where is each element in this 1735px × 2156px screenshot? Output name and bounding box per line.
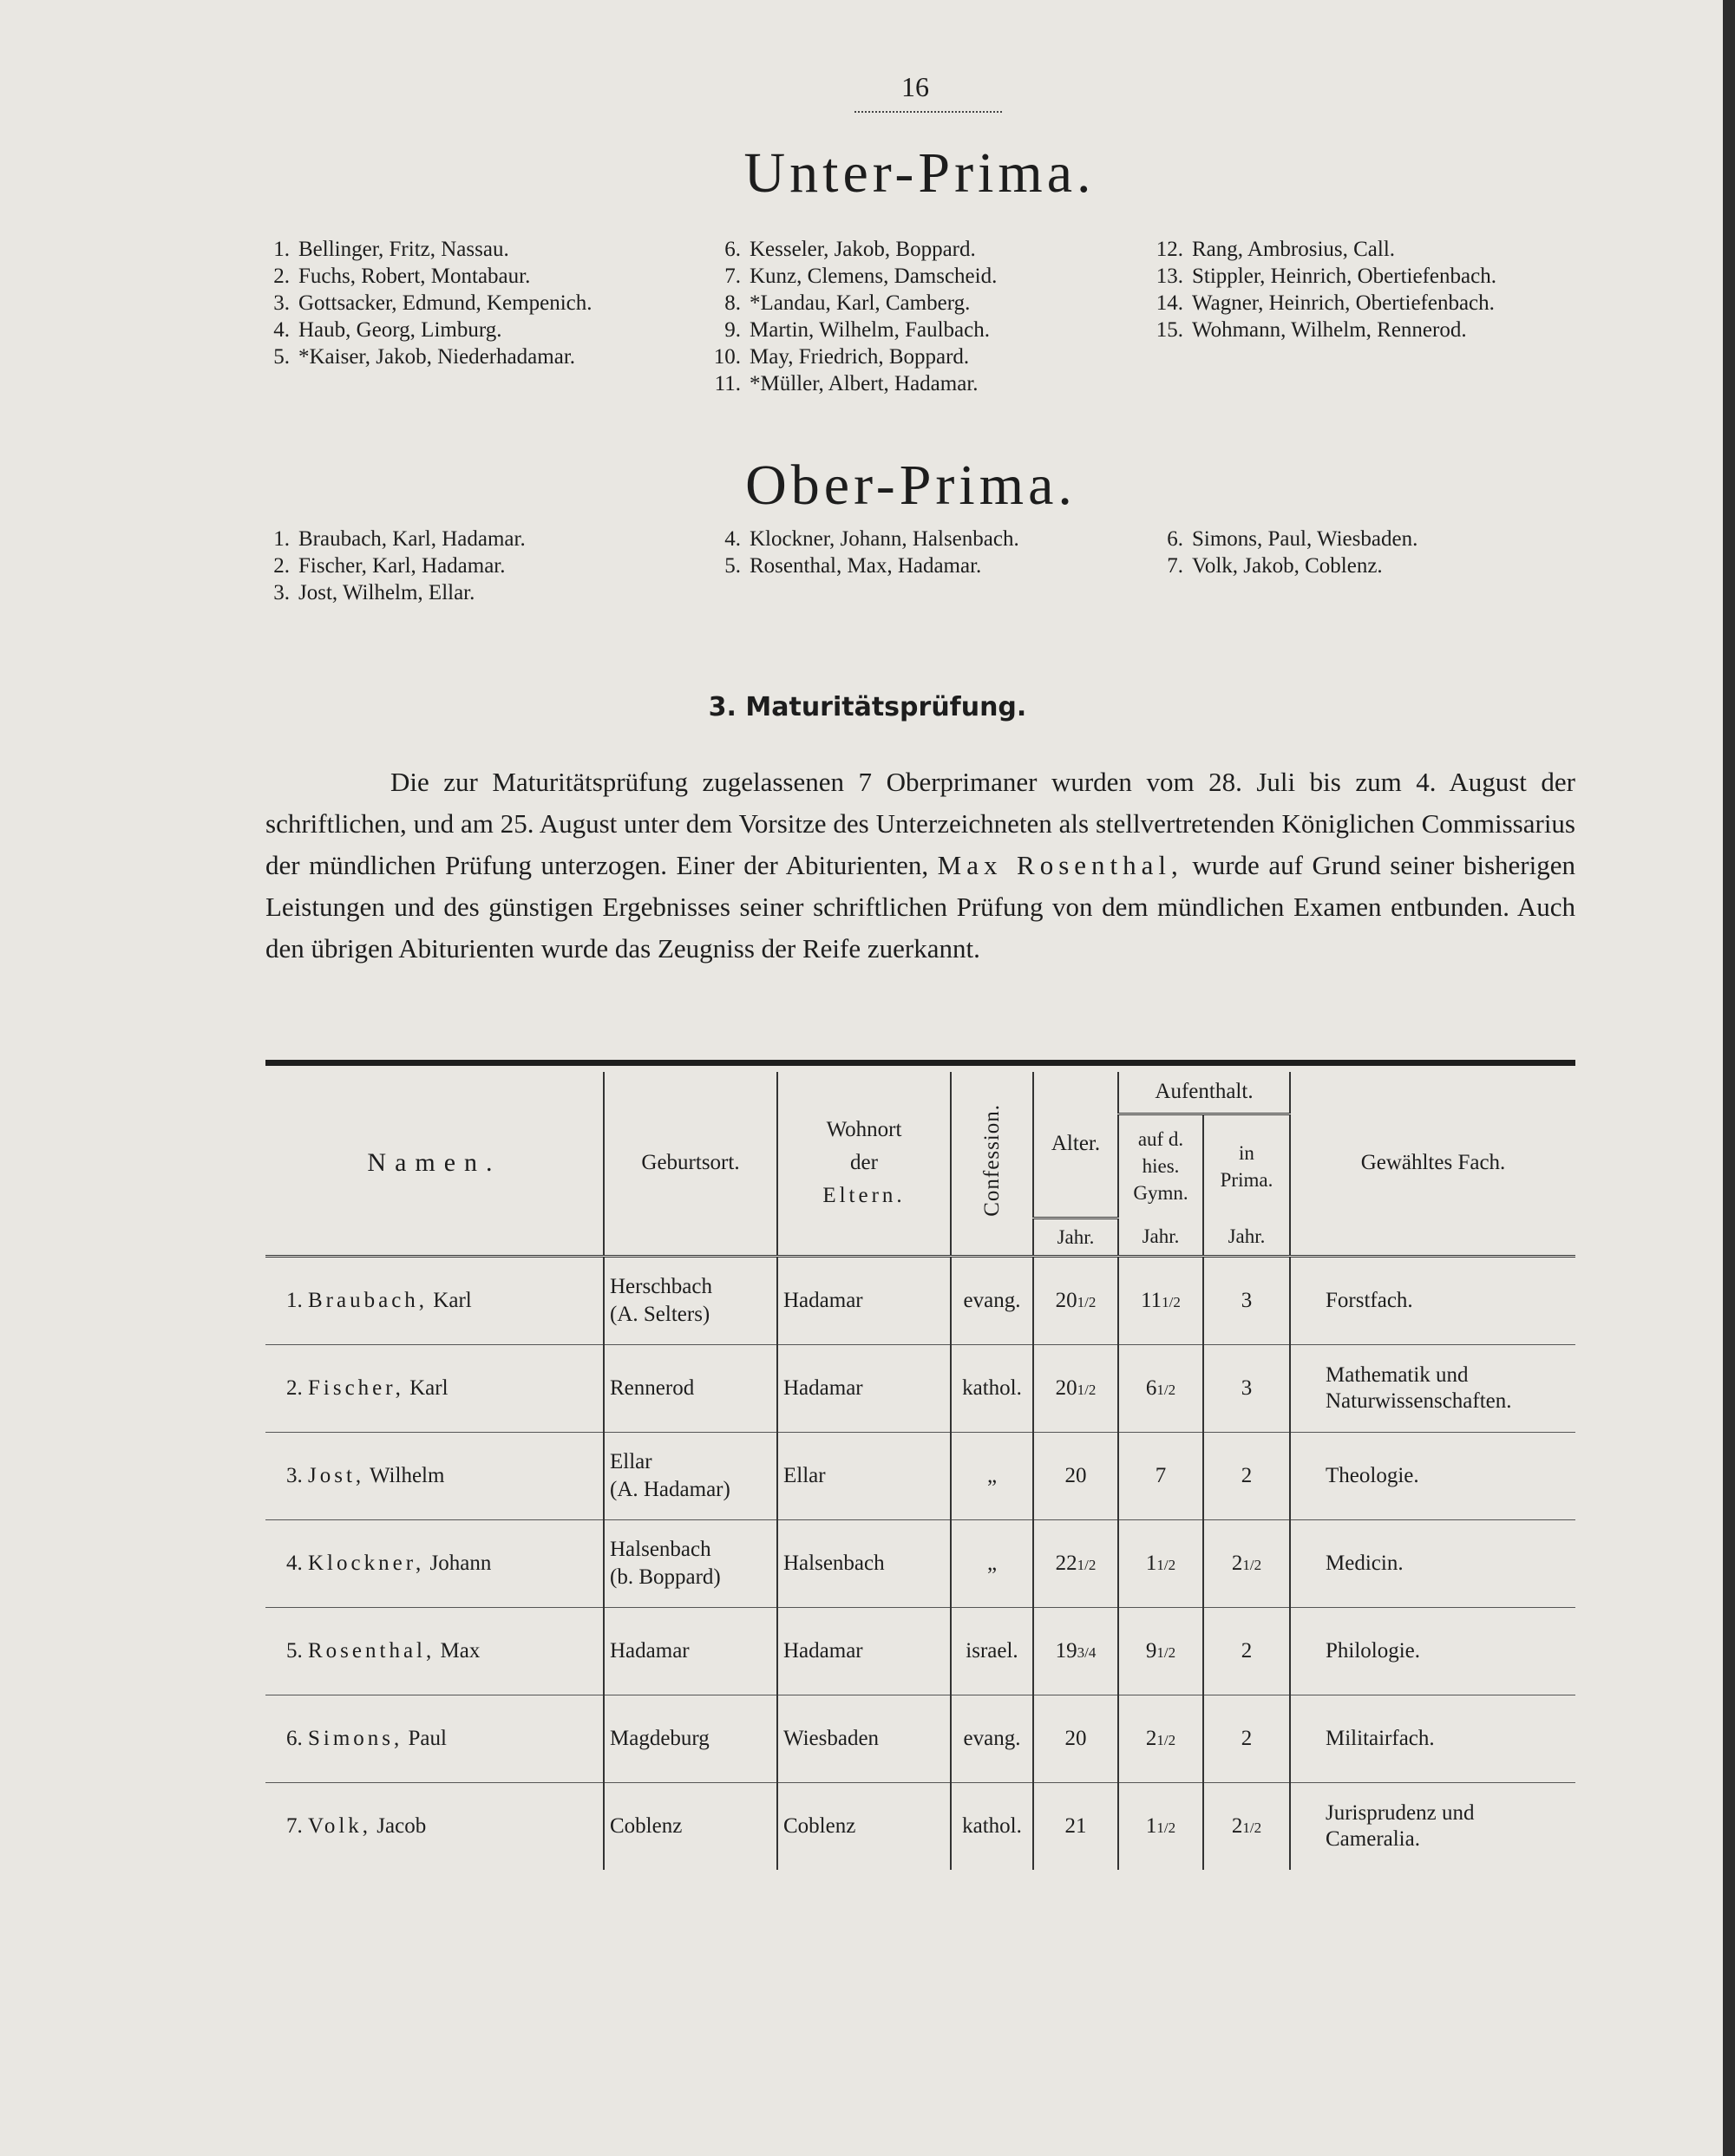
cell-residence: Wiesbaden	[777, 1695, 951, 1782]
birthplace-line2: (A. Selters)	[610, 1302, 710, 1326]
list-item-text: Jost, Wilhelm, Ellar.	[298, 581, 475, 604]
row-number: 7.	[286, 1813, 308, 1838]
ober-prima-list-col1	[260, 526, 677, 606]
cell-birthplace	[604, 1256, 777, 1344]
list-item-number: 5.	[724, 554, 741, 578]
cell-subject: Forstfach.	[1290, 1256, 1575, 1344]
list-item-number: 15.	[1156, 318, 1183, 342]
cell-age-fraction: 1/2	[1077, 1381, 1097, 1398]
birthplace-line1: Halsenbach	[610, 1537, 711, 1561]
cell-stay-prima-whole: 3	[1241, 1375, 1253, 1400]
cell-stay-prima	[1203, 1432, 1290, 1519]
cell-name	[265, 1432, 604, 1519]
header-stay-prima-line2: Prima.	[1220, 1168, 1273, 1191]
cell-stay-school-whole: 7	[1155, 1463, 1167, 1487]
row-surname: Jost,	[308, 1463, 365, 1487]
header-stay-school-line3: Gymn.	[1133, 1182, 1188, 1205]
table-row	[265, 1256, 1575, 1344]
cell-age-whole: 19	[1055, 1638, 1077, 1663]
list-item-number: 2.	[273, 554, 290, 578]
list-item	[711, 370, 1110, 397]
list-item-number: 6.	[1167, 527, 1183, 551]
birthplace-line2: (b. Boppard)	[610, 1565, 721, 1589]
row-firstname: Johann	[424, 1551, 492, 1575]
cell-stay-school	[1118, 1256, 1203, 1344]
cell-stay-school-whole: 9	[1145, 1638, 1157, 1663]
cell-stay-school-fraction: 1/2	[1156, 1556, 1176, 1573]
list-item	[1154, 236, 1570, 263]
cell-stay-school	[1118, 1344, 1203, 1432]
birthplace-line1: Rennerod	[610, 1375, 695, 1400]
row-number: 5.	[286, 1638, 308, 1663]
unter-prima-list-col2	[711, 236, 1110, 397]
cell-name	[265, 1607, 604, 1695]
cell-birthplace	[604, 1344, 777, 1432]
list-item-text: Haub, Georg, Limburg.	[298, 318, 502, 342]
cell-age	[1033, 1344, 1118, 1432]
cell-age-whole: 21	[1064, 1813, 1087, 1838]
cell-residence: Coblenz	[777, 1782, 951, 1870]
list-item-text: *Landau, Karl, Camberg.	[750, 291, 971, 315]
row-firstname: Karl	[428, 1288, 472, 1312]
cell-stay-school-fraction: 1/2	[1156, 1731, 1176, 1748]
birthplace-line2: (A. Hadamar)	[610, 1477, 730, 1501]
list-item-text: Fuchs, Robert, Montabaur.	[298, 265, 531, 288]
cell-name	[265, 1256, 604, 1344]
cell-stay-school-fraction: 1/2	[1156, 1643, 1176, 1661]
list-item-number: 3.	[273, 291, 290, 315]
list-item-text: Kunz, Clemens, Damscheid.	[750, 265, 998, 288]
list-item	[711, 526, 1128, 552]
cell-subject: Medicin.	[1290, 1519, 1575, 1607]
cell-age-fraction: 3/4	[1077, 1643, 1097, 1661]
cell-stay-prima-whole: 2	[1241, 1638, 1253, 1663]
list-item-text: Wagner, Heinrich, Obertiefenbach.	[1192, 291, 1495, 315]
cell-age-whole: 20	[1064, 1463, 1087, 1487]
cell-birthplace	[604, 1432, 777, 1519]
row-number: 1.	[286, 1288, 308, 1312]
unter-prima-heading: Unter-Prima.	[743, 141, 1096, 205]
list-item-number: 6.	[724, 238, 741, 261]
list-item-number: 14.	[1156, 291, 1183, 315]
list-item-number: 9.	[724, 318, 741, 342]
cell-subject: Jurisprudenz und Cameralia.	[1290, 1782, 1575, 1870]
header-stay-prima	[1203, 1114, 1290, 1218]
list-item-text: *Kaiser, Jakob, Niederhadamar.	[298, 345, 576, 369]
cell-age-fraction: 1/2	[1077, 1293, 1097, 1310]
unter-prima-list-col3	[1154, 236, 1570, 343]
list-item	[1154, 526, 1570, 552]
cell-confession: israel.	[951, 1607, 1033, 1695]
birthplace-line1: Coblenz	[610, 1813, 683, 1838]
page-number: 16	[901, 71, 929, 102]
cell-age	[1033, 1519, 1118, 1607]
list-item	[260, 317, 677, 343]
cell-age-whole: 20	[1055, 1288, 1077, 1312]
cell-stay-prima-fraction: 1/2	[1242, 1556, 1262, 1573]
header-stay-school	[1118, 1114, 1203, 1218]
list-item	[260, 552, 677, 579]
cell-stay-school-whole: 11	[1141, 1288, 1162, 1312]
cell-subject: Mathematik und Naturwissenschaften.	[1290, 1344, 1575, 1432]
table-row	[265, 1695, 1575, 1782]
cell-stay-prima-fraction: 1/2	[1242, 1819, 1262, 1836]
list-item-text: Gottsacker, Edmund, Kempenich.	[298, 291, 593, 315]
cell-stay-prima	[1203, 1256, 1290, 1344]
row-surname: Fischer,	[308, 1375, 404, 1400]
table-row	[265, 1782, 1575, 1870]
row-number: 4.	[286, 1551, 308, 1575]
row-surname: Volk,	[308, 1813, 372, 1838]
cell-name	[265, 1782, 604, 1870]
row-number: 2.	[286, 1375, 308, 1400]
cell-birthplace	[604, 1782, 777, 1870]
cell-confession: „	[951, 1519, 1033, 1607]
cell-confession: kathol.	[951, 1782, 1033, 1870]
ober-prima-heading: Ober-Prima.	[745, 454, 1077, 517]
cell-stay-school-whole: 2	[1145, 1726, 1157, 1750]
cell-stay-school	[1118, 1432, 1203, 1519]
header-name: Namen.	[265, 1072, 604, 1256]
cell-stay-school	[1118, 1607, 1203, 1695]
ober-prima-list-col2	[711, 526, 1128, 579]
cell-subject: Theologie.	[1290, 1432, 1575, 1519]
list-item-text: *Müller, Albert, Hadamar.	[750, 372, 979, 395]
list-item	[711, 263, 1110, 290]
cell-stay-prima	[1203, 1782, 1290, 1870]
list-item-number: 7.	[724, 265, 741, 288]
cell-stay-school-fraction: 1/2	[1156, 1819, 1176, 1836]
cell-name	[265, 1519, 604, 1607]
cell-stay-school	[1118, 1519, 1203, 1607]
row-surname: Simons,	[308, 1726, 403, 1750]
list-item	[711, 317, 1110, 343]
list-item-text: Klockner, Johann, Halsenbach.	[750, 527, 1019, 551]
list-item	[1154, 263, 1570, 290]
cell-confession: evang.	[951, 1695, 1033, 1782]
paragraph-name: Max Rosenthal,	[937, 850, 1183, 880]
list-item-text: Fischer, Karl, Hadamar.	[298, 554, 506, 578]
header-confession	[951, 1072, 1033, 1256]
cell-age-whole: 20	[1064, 1726, 1087, 1750]
birthplace-line1: Magdeburg	[610, 1726, 710, 1750]
list-item-text: Rang, Ambrosius, Call.	[1192, 238, 1396, 261]
list-item-text: Simons, Paul, Wiesbaden.	[1192, 527, 1418, 551]
list-item-text: Volk, Jakob, Coblenz.	[1192, 554, 1383, 578]
list-item-number: 1.	[273, 527, 290, 551]
header-stay-prima-line1: in	[1239, 1141, 1254, 1164]
page-number-ornament	[854, 106, 1002, 113]
cell-stay-school-fraction: 1/2	[1156, 1381, 1176, 1398]
row-firstname: Max	[435, 1638, 481, 1663]
unter-prima-list-col1	[260, 236, 677, 370]
list-item-number: 10.	[713, 345, 741, 369]
cell-subject: Militairfach.	[1290, 1695, 1575, 1782]
birthplace-line1: Ellar	[610, 1449, 652, 1473]
list-item	[711, 552, 1128, 579]
cell-stay-prima-whole: 2	[1241, 1463, 1253, 1487]
list-item-text: Martin, Wilhelm, Faulbach.	[750, 318, 990, 342]
header-stay-prima-unit: Jahr.	[1203, 1218, 1290, 1256]
cell-age	[1033, 1607, 1118, 1695]
cell-stay-school-fraction: 1/2	[1162, 1293, 1181, 1310]
list-item-number: 7.	[1167, 554, 1183, 578]
list-item-text: May, Friedrich, Boppard.	[750, 345, 970, 369]
cell-stay-prima	[1203, 1344, 1290, 1432]
row-firstname: Jacob	[371, 1813, 427, 1838]
header-age-unit: Jahr.	[1033, 1218, 1118, 1256]
cell-age-fraction: 1/2	[1077, 1556, 1097, 1573]
section-paragraph	[265, 761, 1575, 970]
row-number: 3.	[286, 1463, 308, 1487]
list-item	[711, 290, 1110, 317]
cell-name	[265, 1695, 604, 1782]
cell-stay-prima-whole: 3	[1241, 1288, 1253, 1312]
cell-stay-school-whole: 6	[1145, 1375, 1157, 1400]
cell-stay-school	[1118, 1782, 1203, 1870]
list-item-text: Bellinger, Fritz, Nassau.	[298, 238, 509, 261]
cell-birthplace	[604, 1695, 777, 1782]
header-stay-school-unit: Jahr.	[1118, 1218, 1203, 1256]
list-item-number: 3.	[273, 581, 290, 604]
list-item	[260, 526, 677, 552]
cell-birthplace	[604, 1519, 777, 1607]
maturity-table	[265, 1072, 1575, 1870]
list-item	[1154, 290, 1570, 317]
cell-stay-school	[1118, 1695, 1203, 1782]
cell-birthplace	[604, 1607, 777, 1695]
header-confession-label: Confession.	[979, 1103, 1004, 1217]
cell-residence: Hadamar	[777, 1344, 951, 1432]
list-item-number: 13.	[1156, 265, 1183, 288]
cell-age	[1033, 1782, 1118, 1870]
cell-stay-prima-whole: 2	[1241, 1726, 1253, 1750]
table-row	[265, 1607, 1575, 1695]
cell-stay-prima	[1203, 1695, 1290, 1782]
list-item-text: Kesseler, Jakob, Boppard.	[750, 238, 976, 261]
header-residence-line2: der	[850, 1151, 878, 1175]
ober-prima-list-col3	[1154, 526, 1570, 579]
list-item-number: 8.	[724, 291, 741, 315]
row-firstname: Karl	[403, 1375, 448, 1400]
list-item-number: 5.	[273, 345, 290, 369]
list-item-number: 1.	[273, 238, 290, 261]
cell-confession: kathol.	[951, 1344, 1033, 1432]
list-item-number: 4.	[724, 527, 741, 551]
list-item-number: 11.	[714, 372, 741, 395]
header-residence-line3: Eltern.	[822, 1184, 906, 1208]
cell-stay-prima	[1203, 1607, 1290, 1695]
list-item	[260, 343, 677, 370]
table-top-rule	[265, 1060, 1575, 1066]
scan-edge	[1723, 0, 1735, 2156]
section-title: 3. Maturitätsprüfung.	[708, 692, 1027, 722]
list-item	[260, 290, 677, 317]
cell-confession: evang.	[951, 1256, 1033, 1344]
row-surname: Klockner,	[308, 1551, 425, 1575]
cell-age	[1033, 1432, 1118, 1519]
cell-stay-prima-whole: 2	[1231, 1551, 1243, 1575]
list-item-text: Rosenthal, Max, Hadamar.	[750, 554, 982, 578]
cell-age-whole: 22	[1055, 1551, 1077, 1575]
cell-residence: Hadamar	[777, 1256, 951, 1344]
birthplace-line1: Herschbach	[610, 1274, 712, 1298]
paragraph-text-b: wurde auf Grund seiner bisherigen Leistungen und des günstigen Ergebnisses seiner schriftlichen Prüfung von dem mündlichen Examen entbunden. Auch den übrigen Abiturienten wurde das Zeugniss der Reife zuerkannt.	[265, 850, 1575, 964]
list-item-text: Stippler, Heinrich, Obertiefenbach.	[1192, 265, 1496, 288]
row-surname: Rosenthal,	[308, 1638, 435, 1663]
cell-name	[265, 1344, 604, 1432]
header-subject: Gewähltes Fach.	[1290, 1072, 1575, 1256]
row-number: 6.	[286, 1726, 308, 1750]
cell-age	[1033, 1256, 1118, 1344]
list-item	[260, 263, 677, 290]
row-surname: Braubach,	[308, 1288, 429, 1312]
cell-residence: Hadamar	[777, 1607, 951, 1695]
list-item-number: 2.	[273, 265, 290, 288]
list-item-text: Wohmann, Wilhelm, Rennerod.	[1192, 318, 1467, 342]
birthplace-line1: Hadamar	[610, 1638, 690, 1663]
row-firstname: Wilhelm	[364, 1463, 445, 1487]
header-birthplace: Geburtsort.	[604, 1072, 777, 1256]
cell-age	[1033, 1695, 1118, 1782]
list-item	[260, 236, 677, 263]
cell-age-whole: 20	[1055, 1375, 1077, 1400]
header-stay-school-line1: auf d.	[1137, 1128, 1184, 1151]
list-item	[711, 236, 1110, 263]
cell-stay-prima	[1203, 1519, 1290, 1607]
header-age: Alter.	[1033, 1072, 1118, 1218]
list-item	[260, 579, 677, 606]
table-row	[265, 1344, 1575, 1432]
paragraph-text-a: Die zur Maturitätsprüfung zugelassenen 7 Oberprimaner wurden vom 28. Juli bis zum 4. August der schriftlichen, und am 25. August unter dem Vorsitze des Unterzeichneten als stellvertretenden Königlichen Commissarius der mündlichen Prüfung unterzogen. Einer der Abiturienten,	[265, 767, 1575, 880]
table-row	[265, 1432, 1575, 1519]
cell-residence: Ellar	[777, 1432, 951, 1519]
cell-confession: „	[951, 1432, 1033, 1519]
header-stay: Aufenthalt.	[1118, 1072, 1290, 1114]
list-item-number: 4.	[273, 318, 290, 342]
header-residence-line1: Wohnort	[826, 1118, 902, 1142]
header-stay-school-line2: hies.	[1142, 1155, 1180, 1178]
list-item-text: Braubach, Karl, Hadamar.	[298, 527, 526, 551]
cell-subject: Philologie.	[1290, 1607, 1575, 1695]
list-item-number: 12.	[1156, 238, 1183, 261]
list-item	[1154, 552, 1570, 579]
cell-stay-school-whole: 1	[1145, 1551, 1157, 1575]
header-residence	[777, 1072, 951, 1256]
cell-stay-prima-whole: 2	[1231, 1813, 1243, 1838]
cell-stay-school-whole: 1	[1145, 1813, 1157, 1838]
cell-residence: Halsenbach	[777, 1519, 951, 1607]
table-row	[265, 1519, 1575, 1607]
row-firstname: Paul	[403, 1726, 447, 1750]
list-item	[1154, 317, 1570, 343]
list-item	[711, 343, 1110, 370]
